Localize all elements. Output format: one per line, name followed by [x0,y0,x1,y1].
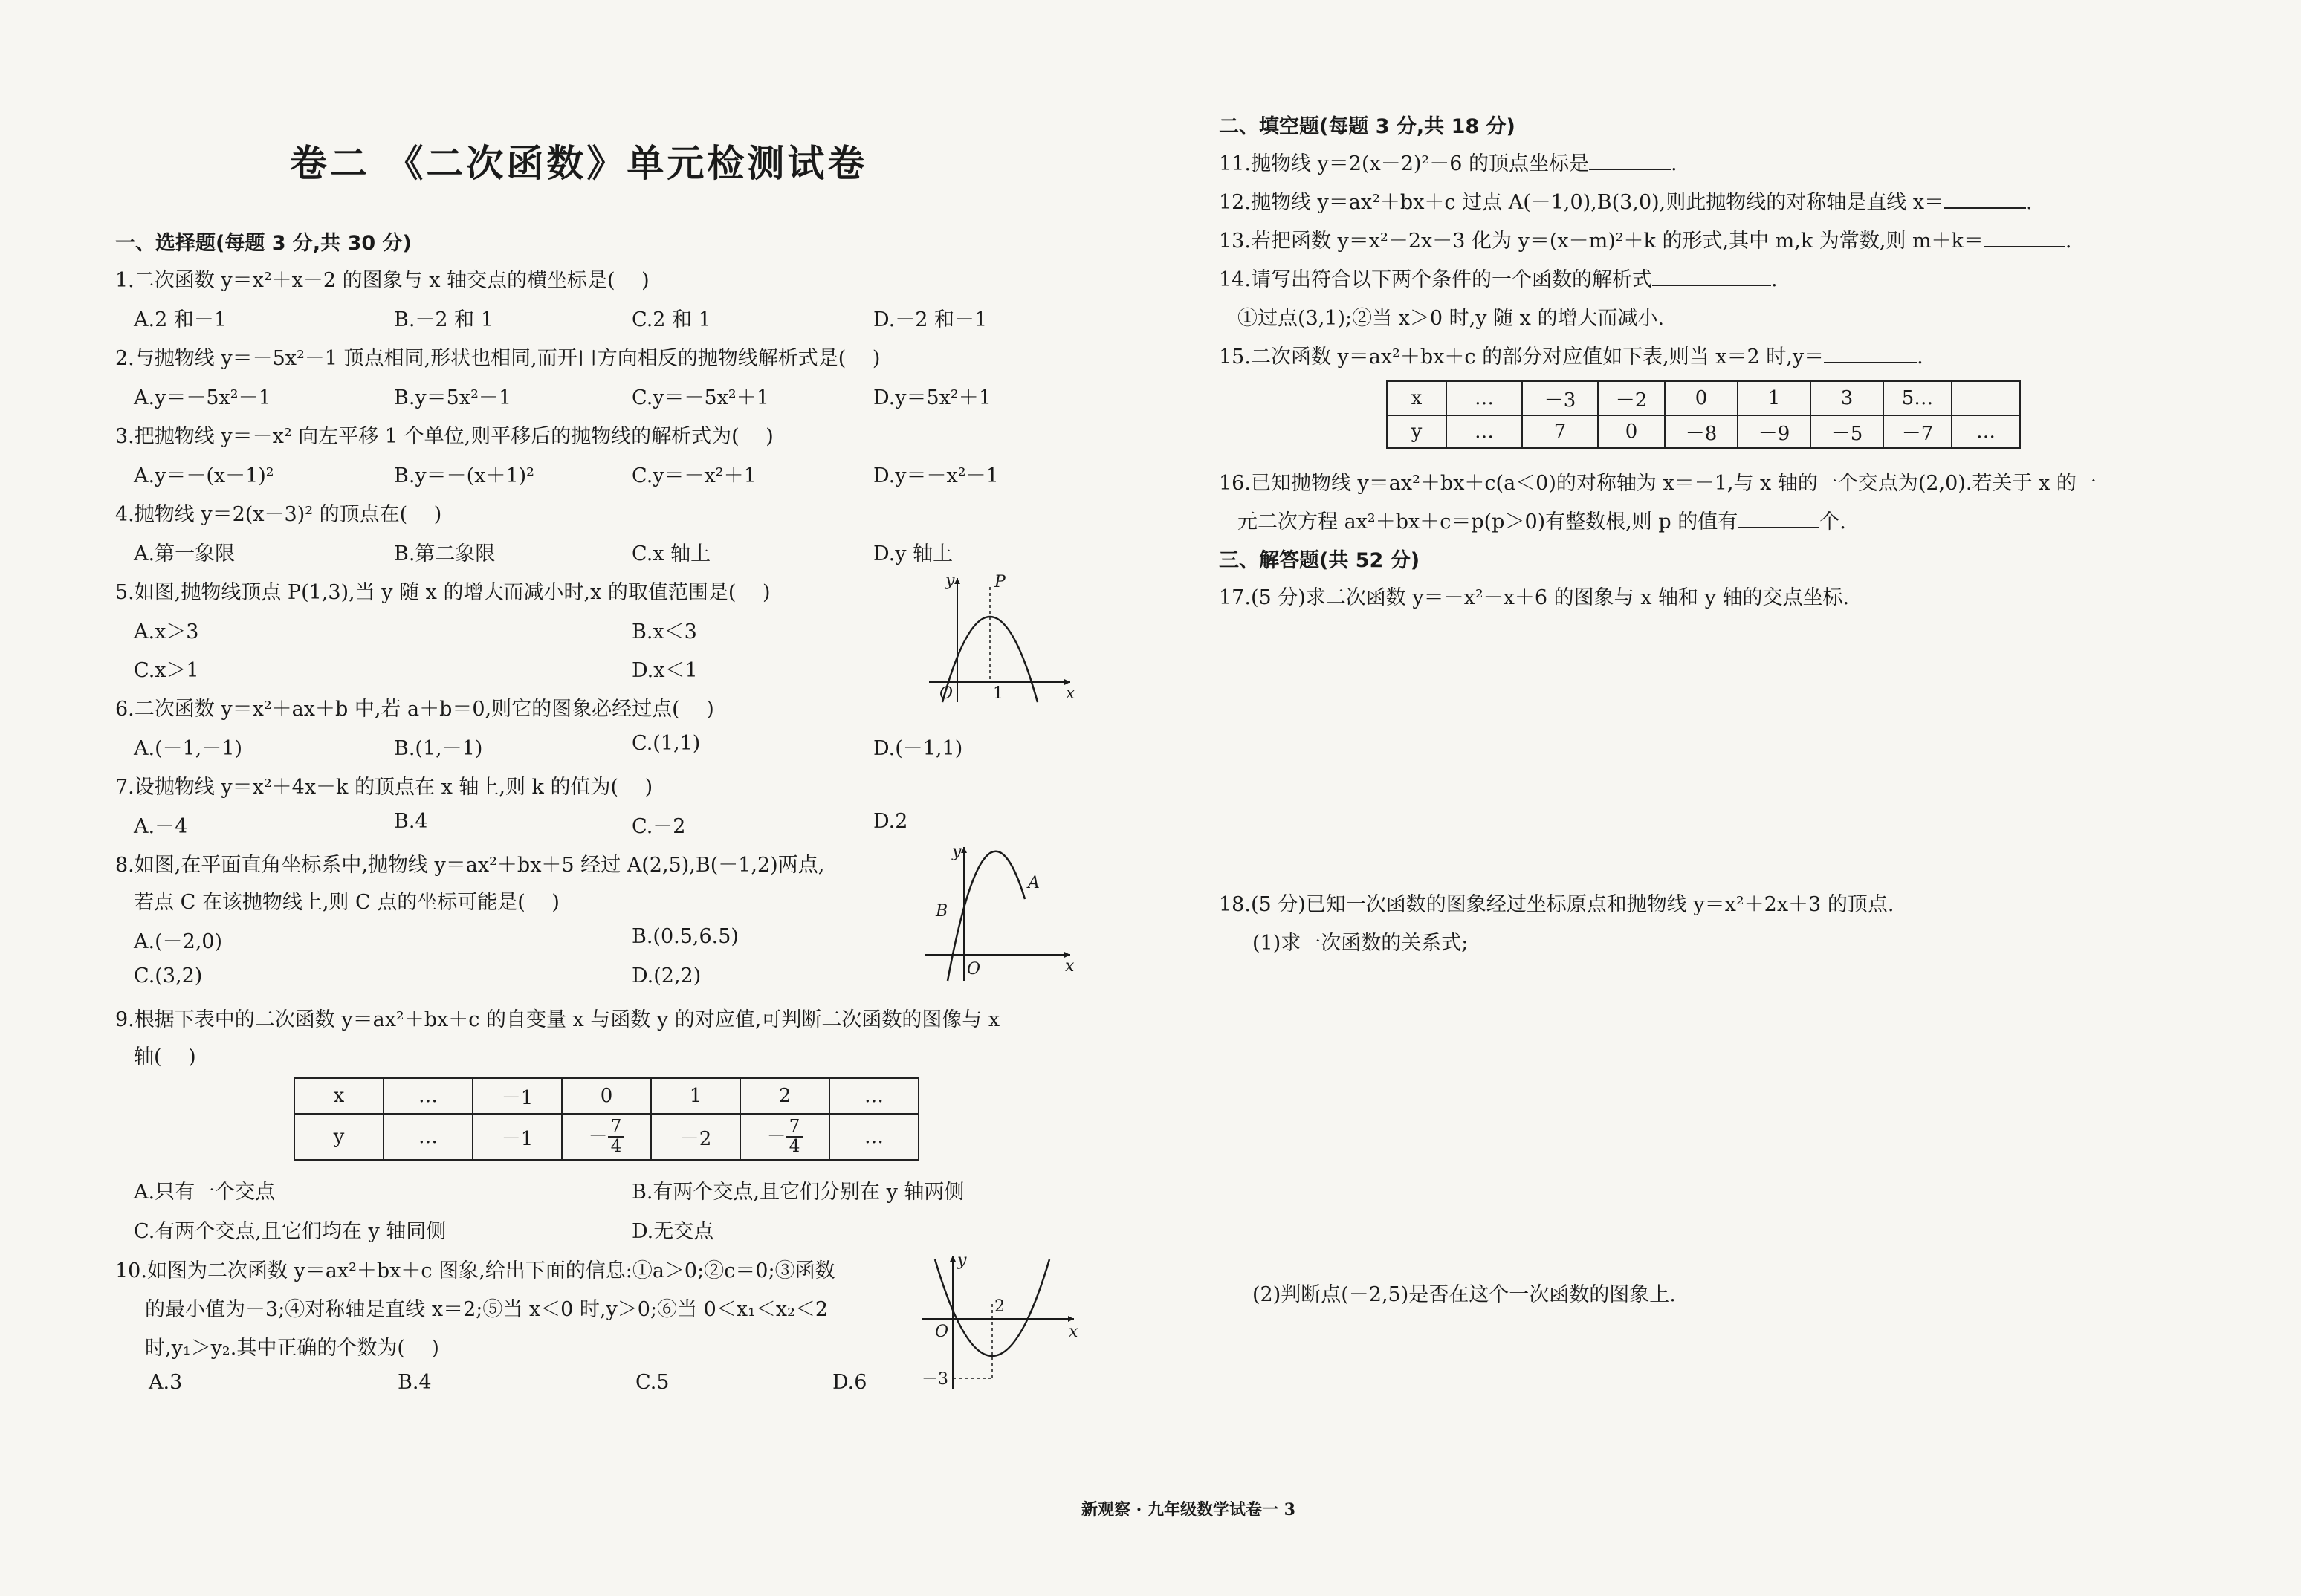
answer-blank[interactable] [1824,346,1917,363]
y-arrow-icon [954,578,960,584]
question-14-text: 14.请写出符合以下两个条件的一个函数的解析式 [1219,268,1652,291]
table-cell: 0 [1665,381,1738,415]
question-8-line-2: 若点 C 在该抛物线上,则 C 点的坐标可能是( ) [134,891,560,914]
table-cell: y [294,1114,384,1160]
period: . [1671,152,1677,175]
question-16-suffix: 个. [1819,510,1846,533]
table-cell [740,1114,829,1160]
q8-parabola-figure [925,843,1078,981]
label-x: x [1065,957,1075,976]
q5-option-b[interactable]: B.x＜3 [632,620,697,643]
question-16-line-2 [1237,505,1846,534]
q6-option-b[interactable]: B.(1,－1) [394,737,483,760]
answer-blank[interactable] [1589,152,1671,170]
q3-option-d[interactable]: D.y＝－x²－1 [873,464,999,487]
table-cell: －9 [1738,415,1810,448]
label-minus-three: －3 [922,1370,948,1389]
table-cell: … [1952,415,2020,448]
question-18: 18.(5 分)已知一次函数的图象经过坐标原点和抛物线 y＝x²＋2x＋3 的顶点. [1219,893,1894,916]
q5-parabola-figure [929,572,1078,702]
q2-option-c[interactable]: C.y＝－5x²＋1 [632,386,769,409]
table-cell: －1 [473,1078,562,1114]
question-10-line-3: 时,y₁＞y₂.其中正确的个数为( ) [145,1337,439,1360]
question-4: 4.抛物线 y＝2(x－3)² 的顶点在( ) [115,503,442,526]
q10-option-c[interactable]: C.5 [635,1371,670,1394]
question-17: 17.(5 分)求二次函数 y＝－x²－x＋6 的图象与 x 轴和 y 轴的交点坐标. [1219,586,1850,609]
q10-option-d[interactable]: D.6 [832,1371,867,1394]
table-cell: … [1446,415,1522,448]
q10-option-b[interactable]: B.4 [398,1371,432,1394]
answer-blank[interactable] [1984,230,2065,247]
numerator: 7 [786,1117,803,1138]
answer-blank[interactable] [1738,510,1819,528]
question-12 [1219,186,2033,215]
q5-option-c[interactable]: C.x＞1 [134,659,199,682]
q4-option-b[interactable]: B.第二象限 [394,542,496,565]
y-arrow-icon [950,1256,956,1262]
q7-option-b[interactable]: B.4 [394,810,428,833]
q6-option-a[interactable]: A.(－1,－1) [134,737,243,760]
question-18-part-2: (2)判断点(－2,5)是否在这个一次函数的图象上. [1252,1283,1676,1306]
label-one: 1 [993,684,1003,703]
minus-sign: － [588,1125,608,1147]
question-12-text: 12.抛物线 y＝ax²＋bx＋c 过点 A(－1,0),B(3,0),则此抛物线的对称轴是直线 x＝ [1219,191,1945,214]
period: . [1917,346,1923,369]
q7-option-c[interactable]: C.－2 [632,815,686,838]
table-cell: 3 [1810,381,1883,415]
q9-option-b[interactable]: B.有两个交点,且它们分别在 y 轴两侧 [632,1181,965,1204]
table-cell: 1 [1738,381,1810,415]
table-cell [1952,381,2020,415]
table-cell: 5… [1883,381,1952,415]
table-cell [562,1114,651,1160]
table-cell: 7 [1522,415,1598,448]
question-15-text: 15.二次函数 y＝ax²＋bx＋c 的部分对应值如下表,则当 x＝2 时,y＝ [1219,346,1825,369]
parabola-curve [948,851,1025,981]
label-b: B [936,902,948,921]
question-7: 7.设抛物线 y＝x²＋4x－k 的顶点在 x 轴上,则 k 的值为( ) [115,776,653,799]
x-arrow-icon [1068,1316,1074,1322]
q2-option-d[interactable]: D.y＝5x²＋1 [873,386,991,409]
q9-option-a[interactable]: A.只有一个交点 [134,1181,276,1204]
q6-option-d[interactable]: D.(－1,1) [873,737,963,760]
q3-option-c[interactable]: C.y＝－x²＋1 [632,464,757,487]
q9-option-d[interactable]: D.无交点 [632,1220,714,1243]
question-11 [1219,147,1677,176]
table-cell: y [1387,415,1446,448]
question-10-line-2: 的最小值为－3;④对称轴是直线 x＝2;⑤当 x＜0 时,y＞0;⑥当 0＜x₁＜x₂＜2 [145,1298,829,1321]
table-cell: －1 [473,1114,562,1160]
y-arrow-icon [961,847,967,853]
q15-value-table [1386,380,2021,449]
question-13 [1219,224,2072,253]
q3-option-a[interactable]: A.y＝－(x－1)² [134,464,274,487]
denominator: 4 [789,1137,800,1156]
table-cell: x [294,1078,384,1114]
fraction [786,1117,803,1157]
section-answer-heading: 三、解答题(共 52 分) [1219,549,1420,572]
question-14 [1219,263,1778,292]
question-15 [1219,340,1923,369]
table-row [294,1114,919,1160]
q4-option-a[interactable]: A.第一象限 [134,542,236,565]
table-cell: －2 [1598,381,1665,415]
question-11-text: 11.抛物线 y＝2(x－2)²－6 的顶点坐标是 [1219,152,1590,175]
minus-sign: － [766,1125,786,1147]
table-cell: 0 [562,1078,651,1114]
q2-option-b[interactable]: B.y＝5x²－1 [394,386,512,409]
question-6: 6.二次函数 y＝x²＋ax＋b 中,若 a＋b＝0,则它的图象必经过点( ) [115,698,714,721]
table-row [294,1078,919,1114]
page-title: 卷二 《二次函数》单元检测试卷 [290,142,868,185]
q1-option-b[interactable]: B.－2 和 1 [394,308,493,331]
q1-option-a[interactable]: A.2 和－1 [134,308,227,331]
q10-option-a[interactable]: A.3 [149,1371,183,1394]
q7-option-d[interactable]: D.2 [873,810,908,833]
section-fill-heading: 二、填空题(每题 3 分,共 18 分) [1219,115,1515,138]
question-16-text: 元二次方程 ax²＋bx＋c＝p(p＞0)有整数根,则 p 的值有 [1237,510,1738,533]
table-cell: 2 [740,1078,829,1114]
question-9-line-2: 轴( ) [134,1045,196,1068]
answer-blank[interactable] [1652,268,1771,286]
label-y: y [952,843,962,861]
q8-option-a[interactable]: A.(－2,0) [134,930,223,953]
question-3: 3.把抛物线 y＝－x² 向左平移 1 个单位,则平移后的抛物线的解析式为( ) [115,425,774,448]
table-cell: －8 [1665,415,1738,448]
table-cell: … [829,1078,919,1114]
question-13-text: 13.若把函数 y＝x²－2x－3 化为 y＝(x－m)²＋k 的形式,其中 m,k 为常数,则 m＋k＝ [1219,230,1984,253]
q1-option-c[interactable]: C.2 和 1 [632,308,711,331]
q9-option-c[interactable]: C.有两个交点,且它们均在 y 轴同侧 [134,1220,447,1243]
q9-value-table [294,1077,919,1161]
table-cell: … [1446,381,1522,415]
numerator: 7 [608,1117,625,1138]
label-p: P [994,573,1006,591]
question-5: 5.如图,抛物线顶点 P(1,3),当 y 随 x 的增大而减小时,x 的取值范围是( ) [115,581,771,604]
q5-option-a[interactable]: A.x＞3 [134,620,199,643]
question-18-part-1: (1)求一次函数的关系式; [1252,932,1469,955]
q2-option-a[interactable]: A.y＝－5x²－1 [134,386,271,409]
denominator: 4 [610,1137,622,1156]
q5-option-d[interactable]: D.x＜1 [632,659,698,682]
section-choice-heading: 一、选择题(每题 3 分,共 30 分) [115,232,412,255]
q1-option-d[interactable]: D.－2 和－1 [873,308,988,331]
label-y: y [957,1251,967,1270]
table-cell: －5 [1810,415,1883,448]
table-cell: … [384,1114,473,1160]
question-16-line-1: 16.已知抛物线 y＝ax²＋bx＋c(a＜0)的对称轴为 x＝－1,与 x 轴的一个交点为(2,0).若关于 x 的一 [1219,472,2097,495]
table-cell: 0 [1598,415,1665,448]
question-14-conditions: ①过点(3,1);②当 x＞0 时,y 随 x 的增大而减小. [1237,307,1665,330]
label-origin: O [935,1323,949,1341]
table-cell: －7 [1883,415,1952,448]
period: . [1770,268,1778,291]
label-origin: O [939,684,954,703]
q4-option-c[interactable]: C.x 轴上 [632,542,711,565]
q7-option-a[interactable]: A.－4 [134,815,188,838]
q3-option-b[interactable]: B.y＝－(x＋1)² [394,464,534,487]
question-9-line-1: 9.根据下表中的二次函数 y＝ax²＋bx＋c 的自变量 x 与函数 y 的对应值,可判断二次函数的图像与 x [115,1008,1000,1031]
label-x: x [1069,1323,1078,1341]
question-2: 2.与抛物线 y＝－5x²－1 顶点相同,形状也相同,而开口方向相反的抛物线解析式是( ) [115,347,881,370]
table-cell: x [1387,381,1446,415]
table-cell: －2 [651,1114,740,1160]
label-x: x [1066,684,1075,703]
label-origin: O [967,960,981,979]
fraction [608,1117,625,1157]
q10-parabola-figure [922,1252,1081,1389]
table-row [1387,415,2020,448]
period: . [2026,191,2033,214]
q8-option-b[interactable]: B.(0.5,6.5) [632,925,739,948]
question-8-line-1: 8.如图,在平面直角坐标系中,抛物线 y＝ax²＋bx＋5 经过 A(2,5),B(－1,2)两点, [115,854,825,877]
period: . [2065,230,2072,253]
table-cell: … [829,1114,919,1160]
answer-blank[interactable] [1944,191,2026,209]
label-two: 2 [994,1297,1005,1316]
table-cell: … [384,1078,473,1114]
q6-option-c[interactable]: C.(1,1) [632,732,701,755]
question-10-line-1: 10.如图为二次函数 y＝ax²＋bx＋c 图象,给出下面的信息:①a＞0;②c＝0;③函数 [115,1259,835,1282]
q8-option-c[interactable]: C.(3,2) [134,964,203,987]
question-1: 1.二次函数 y＝x²＋x－2 的图象与 x 轴交点的横坐标是( ) [115,269,650,292]
label-a: A [1028,874,1040,892]
label-y: y [945,571,955,590]
table-cell: －3 [1522,381,1598,415]
page-footer: 新观察 · 九年级数学试卷一 3 [1081,1500,1295,1519]
table-cell: 1 [651,1078,740,1114]
q4-option-d[interactable]: D.y 轴上 [873,542,954,565]
table-row [1387,381,2020,415]
q8-option-d[interactable]: D.(2,2) [632,964,702,987]
